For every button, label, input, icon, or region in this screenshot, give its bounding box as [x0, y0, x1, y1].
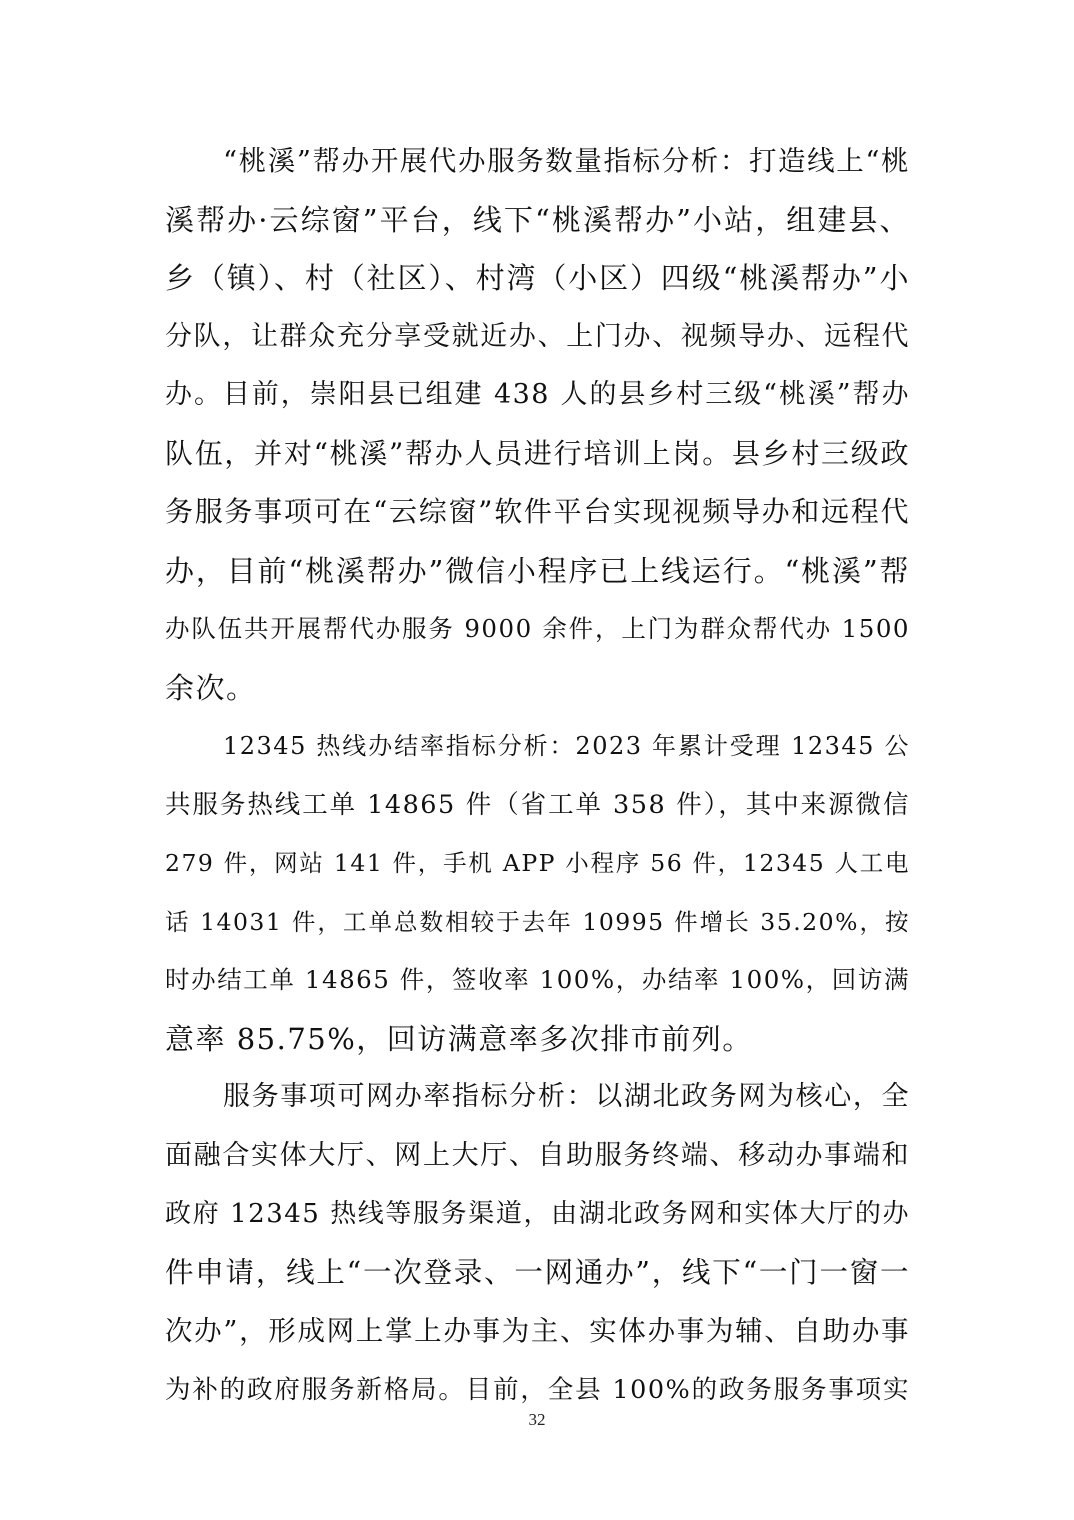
text-line: 件申请，线上“一次登录、一网通办”，线下“一门一窗一 [165, 1255, 910, 1289]
text-line: 意率 85.75%，回访满意率多次排市前列。 [165, 1021, 753, 1056]
text-line: 政府 12345 热线等服务渠道，由湖北政务网和实体大厅的办 [165, 1199, 910, 1229]
text-line: 话 14031 件，工单总数相较于去年 10995 件增长 35.20%，按 [165, 907, 910, 936]
text-line: 服务事项可网办率指标分析：以湖北政务网为核心，全 [223, 1081, 910, 1112]
text-line: 12345 热线办结率指标分析：2023 年累计受理 12345 公 [223, 732, 910, 760]
text-line: 为补的政府服务新格局。目前，全县 100%的政务服务事项实 [165, 1374, 910, 1405]
text-line: 办。目前，崇阳县已组建 438 人的县乡村三级“桃溪”帮办 [165, 379, 910, 410]
paragraph-taoxi-service [165, 132, 910, 717]
text-line: 乡（镇）、村（社区）、村湾（小区）四级“桃溪帮办”小 [165, 261, 910, 295]
text-line: 分队，让群众充分享受就近办、上门办、视频导办、远程代 [165, 320, 910, 352]
text-line: 办队伍共开展帮代办服务 9000 余件，上门为群众帮代办 1500 [165, 614, 910, 643]
text-line: 面融合实体大厅、网上大厅、自助服务终端、移动办事端和 [165, 1139, 910, 1171]
text-line: 次办”，形成网上掌上办事为主、实体办事为辅、自助办事 [165, 1315, 910, 1347]
text-line: “桃溪”帮办开展代办服务数量指标分析：打造线上“桃 [223, 145, 910, 177]
text-line: 余次。 [165, 670, 257, 705]
text-line: 279 件，网站 141 件，手机 APP 小程序 56 件，12345 人工电 [165, 849, 910, 877]
text-line: 队伍，并对“桃溪”帮办人员进行培训上岗。县乡村三级政 [165, 436, 910, 470]
text-line: 共服务热线工单 14865 件（省工单 358 件），其中来源微信 [165, 789, 910, 820]
text-line: 务服务事项可在“云综窗”软件平台实现视频导办和远程代 [165, 495, 910, 528]
page-number: 32 [528, 1410, 546, 1429]
body-text [165, 132, 910, 1419]
text-line: 时办结工单 14865 件，签收率 100%，办结率 100%，回访满 [165, 965, 910, 994]
text-line: 办，目前“桃溪帮办”微信小程序已上线运行。“桃溪”帮 [165, 553, 910, 588]
paragraph-hotline-rate [165, 717, 910, 1068]
text-line: 溪帮办·云综窗”平台，线下“桃溪帮办”小站，组建县、 [165, 202, 910, 237]
paragraph-online-service-rate [165, 1068, 910, 1419]
